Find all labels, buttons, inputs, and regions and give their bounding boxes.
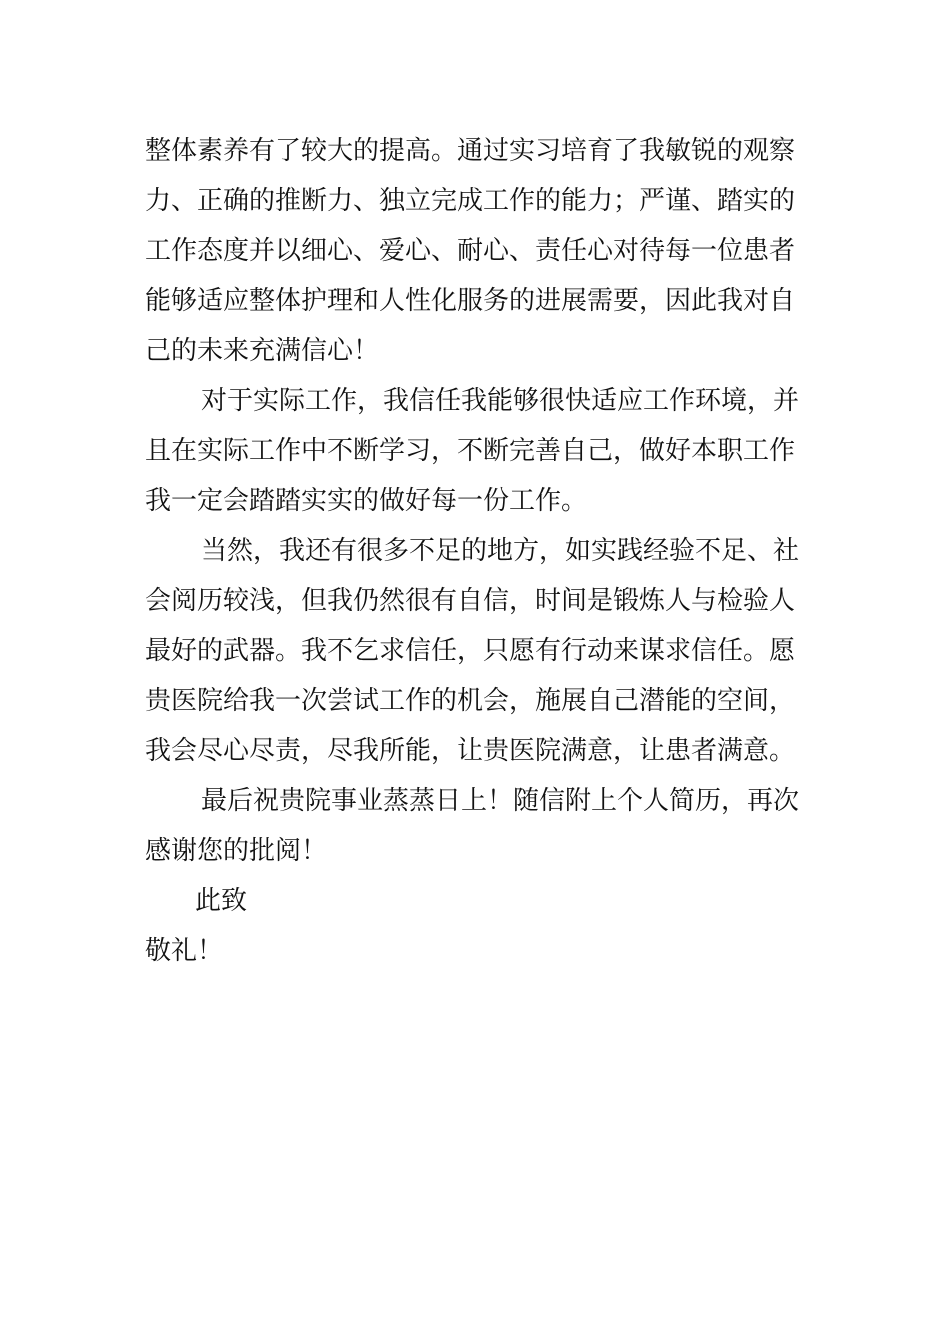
paragraph-start-line: 最后祝贵院事业蒸蒸日上！随信附上个人简历，再次 xyxy=(201,786,800,816)
body-line: 己的未来充满信心！ xyxy=(145,336,380,366)
closing-salutation: 此致 xyxy=(195,886,248,916)
body-line: 我一定会踏踏实实的做好每一份工作。 xyxy=(145,486,588,516)
body-line: 我会尽心尽责，尽我所能，让贵医院满意，让患者满意。 xyxy=(145,736,796,766)
closing-regards: 敬礼！ xyxy=(145,936,224,966)
body-line: 会阅历较浅，但我仍然很有自信，时间是锻炼人与检验人 xyxy=(145,586,796,616)
body-line: 感谢您的批阅！ xyxy=(145,836,328,866)
paragraph-start-line: 对于实际工作，我信任我能够很快适应工作环境，并 xyxy=(201,386,800,416)
body-line: 整体素养有了较大的提高。通过实习培育了我敏锐的观察 xyxy=(145,136,796,166)
body-line: 贵医院给我一次尝试工作的机会，施展自己潜能的空间， xyxy=(145,686,796,716)
letter-body xyxy=(145,126,810,976)
body-line: 能够适应整体护理和人性化服务的进展需要，因此我对自 xyxy=(145,286,796,316)
body-line: 力、正确的推断力、独立完成工作的能力；严谨、踏实的 xyxy=(145,186,796,216)
paragraph-start-line: 当然，我还有很多不足的地方，如实践经验不足、社 xyxy=(201,536,800,566)
body-line: 最好的武器。我不乞求信任，只愿有行动来谋求信任。愿 xyxy=(145,636,796,666)
body-line: 工作态度并以细心、爱心、耐心、责任心对待每一位患者 xyxy=(145,236,796,266)
body-line: 且在实际工作中不断学习，不断完善自己，做好本职工作 xyxy=(145,436,796,466)
